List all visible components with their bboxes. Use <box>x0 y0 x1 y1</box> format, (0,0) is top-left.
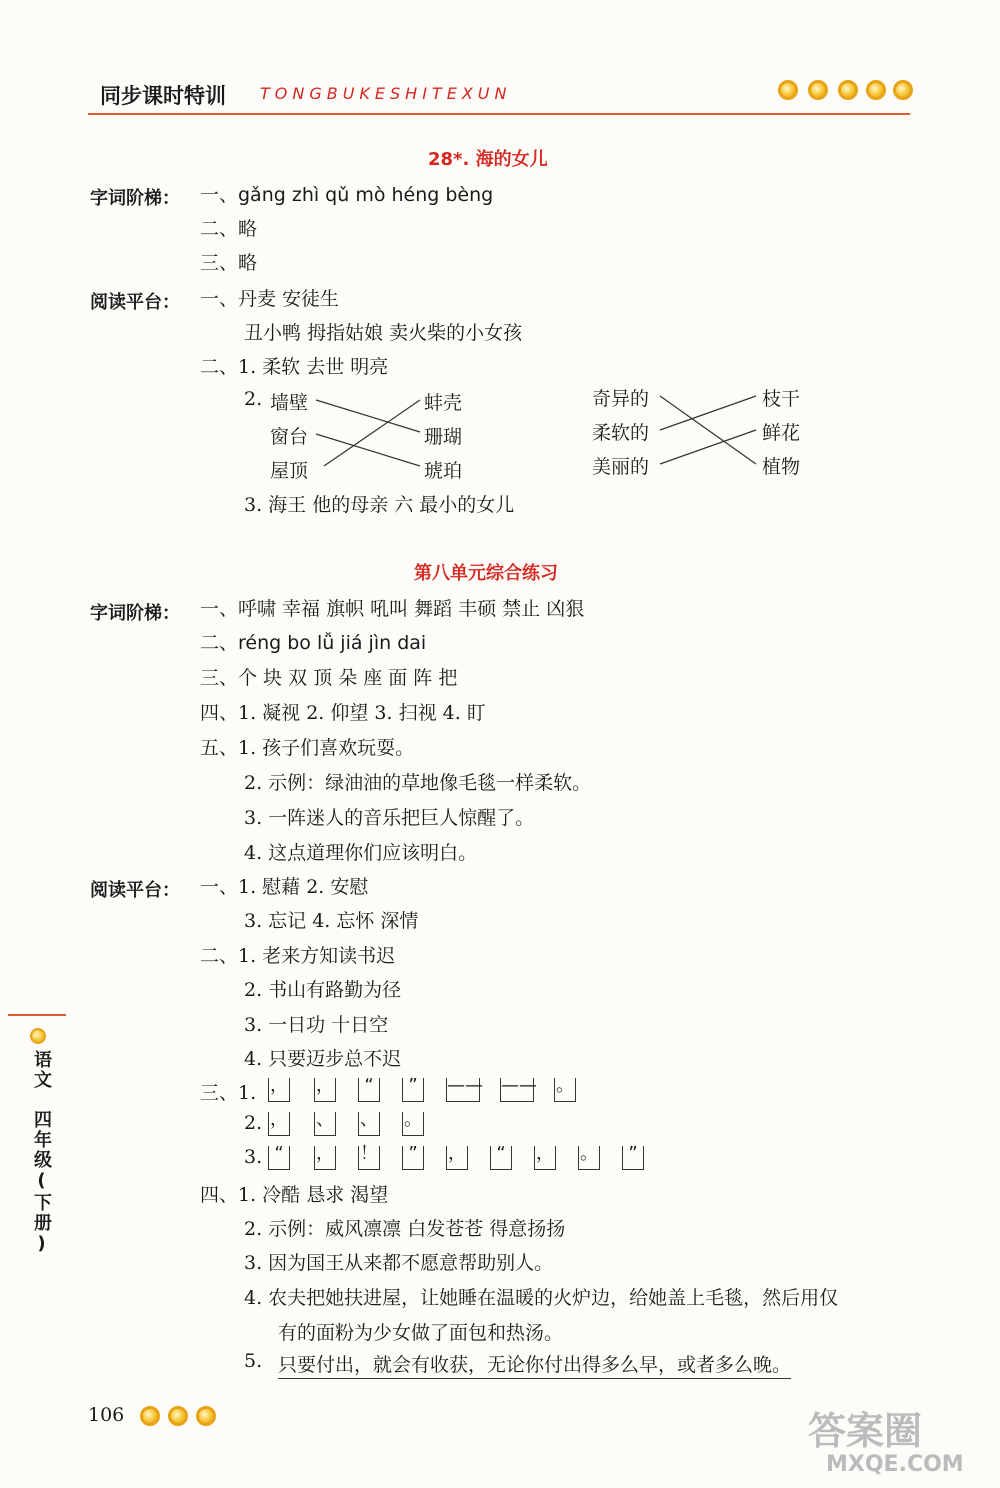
section2-reading-4-5-number: 5. <box>244 1350 263 1372</box>
punctuation-box: “ <box>490 1146 512 1170</box>
punctuation-box: “ <box>268 1146 290 1170</box>
section2-reading-4-4b: 有的面粉为少女做了面包和热汤。 <box>278 1322 564 1344</box>
punctuation-box: 。 <box>578 1146 600 1170</box>
watermark-url: MXQE.COM <box>826 1452 964 1477</box>
match-right-word: 蚌壳 <box>424 392 463 414</box>
match-left-word: 美丽的 <box>592 456 650 478</box>
section2-ciyu-label: 字词阶梯： <box>90 603 180 624</box>
section2-ciyu-answer-4: 四、1. 凝视 2. 仰望 3. 扫视 4. 盯 <box>200 702 486 724</box>
section2-ciyu-answer-5-3: 3. 一阵迷人的音乐把巨人惊醒了。 <box>244 807 535 829</box>
watermark-logo: 答案圈 <box>808 1409 923 1453</box>
section2-reading-4-2: 2. 示例：威风凛凛 白发苍苍 得意扬扬 <box>244 1218 566 1240</box>
section2-reading-4-5: 只要付出，就会有收获，无论你付出得多么早，或者多么晚。 <box>278 1350 791 1379</box>
sidebar-rule <box>8 1014 66 1016</box>
match-left-word: 奇异的 <box>592 388 650 410</box>
section1-reading-answer-2-3: 3. 海王 他的母亲 六 最小的女儿 <box>244 494 515 516</box>
section2-reading-4-3: 3. 因为国王从来都不愿意帮助别人。 <box>244 1252 554 1274</box>
section2-reading-1-2: 3. 忘记 4. 忘怀 深情 <box>244 910 419 932</box>
section2-ciyu-answer-5-2: 2. 示例：绿油油的草地像毛毯一样柔软。 <box>244 772 592 794</box>
punctuation-box: —— <box>446 1078 480 1102</box>
punctuation-box: ” <box>402 1146 424 1170</box>
match-left-word: 窗台 <box>270 426 309 448</box>
section1-reading-answer-2-1: 二、1. 柔软 去世 明亮 <box>200 356 389 378</box>
section2-title: 第八单元综合练习 <box>414 563 558 584</box>
match-lines-a <box>0 0 1000 520</box>
punctuation-box: 。 <box>554 1078 576 1102</box>
section2-reading-1-1: 一、1. 慰藉 2. 安慰 <box>200 876 369 898</box>
section2-ciyu-answer-5-1: 五、1. 孩子们喜欢玩耍。 <box>200 737 415 759</box>
section1-match-number: 2. <box>244 388 263 410</box>
sidebar-subject: 语文 <box>31 1050 52 1090</box>
section1-reading-answer-1b: 丑小鸭 拇指姑娘 卖火柴的小女孩 <box>244 322 523 344</box>
book-title-pinyin: TONGBUKESHITEXUN <box>260 84 512 103</box>
sidebar-dot-icon <box>30 1028 46 1044</box>
section1-ciyu-answer-3: 三、略 <box>200 252 258 274</box>
punctuation-box: 。 <box>402 1112 424 1136</box>
punctuation-box: ， <box>314 1078 336 1102</box>
punctuation-row-3-label: 3. <box>244 1146 263 1168</box>
section2-reading-4-1: 四、1. 冷酷 恳求 渴望 <box>200 1184 389 1206</box>
match-right-word: 琥珀 <box>424 460 463 482</box>
section2-reading-2-1: 二、1. 老来方知读书迟 <box>200 945 396 967</box>
section2-reading-2-2: 2. 书山有路勤为径 <box>244 979 402 1001</box>
section1-ciyu-answer-1: 一、gǎng zhì qǔ mò héng bèng <box>200 184 494 206</box>
section1-ciyu-answer-2: 二、略 <box>200 218 258 240</box>
punctuation-row-1-label: 三、1. <box>200 1082 257 1104</box>
punctuation-box: ， <box>268 1078 290 1102</box>
sidebar-grade: 四年级(下册) <box>31 1110 52 1256</box>
match-right-word: 枝干 <box>762 388 801 410</box>
punctuation-box: —— <box>500 1078 534 1102</box>
punctuation-box: “ <box>358 1078 380 1102</box>
punctuation-box: 、 <box>314 1112 336 1136</box>
punctuation-box: ， <box>534 1146 556 1170</box>
punctuation-box: ！ <box>358 1146 380 1170</box>
section2-ciyu-answer-3: 三、个 块 双 顶 朵 座 面 阵 把 <box>200 667 458 689</box>
section1-reading-answer-1: 一、丹麦 安徒生 <box>200 288 340 310</box>
footer-dot-icon <box>140 1406 160 1426</box>
footer-dot-icon <box>168 1406 188 1426</box>
match-left-word: 墙壁 <box>270 392 309 414</box>
section1-ciyu-label: 字词阶梯： <box>90 188 180 209</box>
match-right-word: 珊瑚 <box>424 426 463 448</box>
section2-reading-4-4a: 4. 农夫把她扶进屋，让她睡在温暖的火炉边，给她盖上毛毯，然后用仅 <box>244 1287 839 1309</box>
page-number: 106 <box>88 1404 125 1426</box>
section2-ciyu-answer-5-4: 4. 这点道理你们应该明白。 <box>244 842 478 864</box>
section1-yuedu-label: 阅读平台： <box>90 292 180 313</box>
punctuation-box: 、 <box>358 1112 380 1136</box>
punctuation-box: ” <box>402 1078 424 1102</box>
section2-ciyu-answer-1: 一、呼啸 幸福 旗帜 吼叫 舞蹈 丰硕 禁止 凶狠 <box>200 598 585 620</box>
section2-reading-2-3: 3. 一日功 十日空 <box>244 1014 389 1036</box>
punctuation-box: ， <box>314 1146 336 1170</box>
footer-dot-icon <box>196 1406 216 1426</box>
section2-yuedu-label: 阅读平台： <box>90 880 180 901</box>
match-right-word: 鲜花 <box>762 422 801 444</box>
punctuation-row-2-label: 2. <box>244 1112 263 1134</box>
match-right-word: 植物 <box>762 456 801 478</box>
match-left-word: 屋顶 <box>270 460 309 482</box>
section2-ciyu-answer-2: 二、réng bo lǚ jiá jìn dai <box>200 632 427 654</box>
punctuation-box: ” <box>622 1146 644 1170</box>
section2-reading-2-4: 4. 只要迈步总不迟 <box>244 1048 402 1070</box>
punctuation-box: ， <box>268 1112 290 1136</box>
punctuation-box: ， <box>446 1146 468 1170</box>
match-left-word: 柔软的 <box>592 422 650 444</box>
section1-title: 28*. 海的女儿 <box>428 149 548 170</box>
book-title: 同步课时特训 <box>100 84 226 108</box>
